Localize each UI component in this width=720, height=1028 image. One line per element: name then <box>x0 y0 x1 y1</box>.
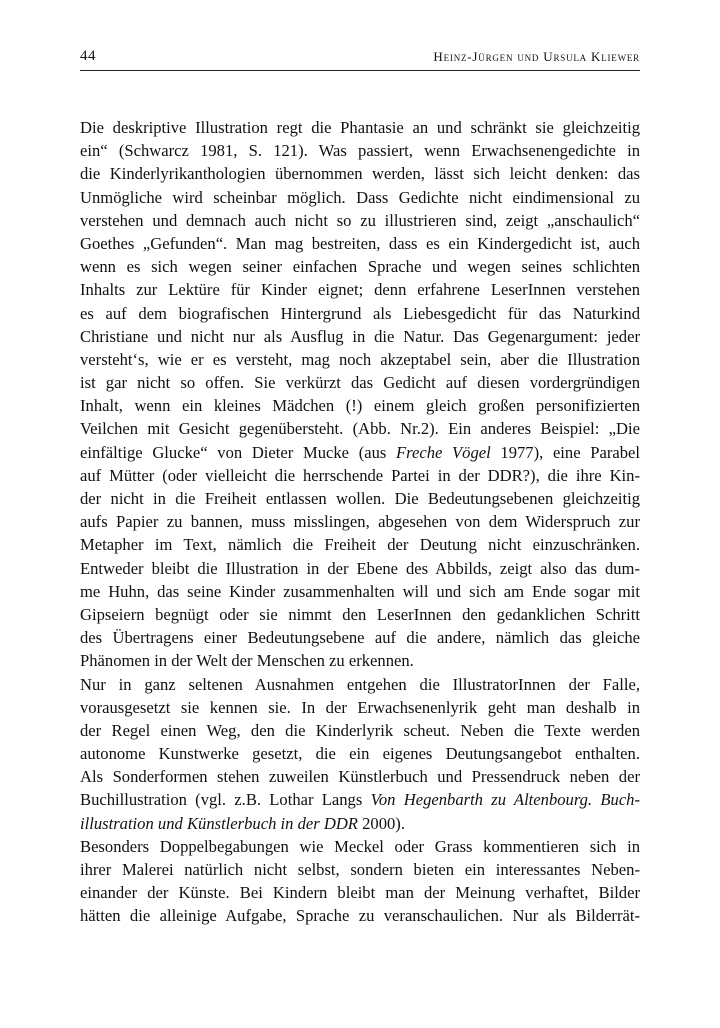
text-line <box>80 788 640 811</box>
text-line <box>80 232 640 255</box>
italic-title: Von Hegenbarth zu Altenbourg. Buch- <box>370 790 640 810</box>
italic-title: illustration und Künstlerbuch in der DDR <box>80 813 358 833</box>
text-line <box>80 765 640 788</box>
page-header <box>80 48 640 71</box>
text-line <box>80 464 640 487</box>
text-segment: Die deskriptive Illustration regt die Phantasie an und schränkt sie gleichzeitig <box>80 118 640 137</box>
text-segment: versteht‘s, wie er es versteht, mag noch akzeptabel sein, aber die Illustration <box>80 349 640 369</box>
text-line <box>80 904 640 927</box>
text-line <box>80 649 640 672</box>
text-segment: es auf dem biografischen Hintergrund als Liebesgedicht für das Naturkind <box>80 303 640 323</box>
text-segment: Als Sonderformen stehen zuweilen Künstlerbuch und Pressendruck neben der <box>80 767 640 787</box>
text-segment: Inhalts zur Lektüre für Kinder eignet; denn erfahrene LeserInnen verstehen <box>80 280 640 300</box>
text-line <box>80 835 640 858</box>
text-line <box>80 302 640 325</box>
text-line <box>80 673 640 696</box>
text-segment: des Übertragens einer Bedeutungsebene auf die andere, nämlich das gleiche <box>80 628 640 648</box>
text-line <box>80 858 640 881</box>
text-line <box>80 139 640 162</box>
text-segment: ihrer Malerei natürlich nicht selbst, sondern bieten ein interessantes Neben- <box>80 860 640 879</box>
text-segment: Unmögliche wird scheinbar möglich. Dass Gedichte nicht eindimensional zu <box>80 187 640 207</box>
text-segment: Christiane und nicht nur als Ausflug in die Natur. Das Gegenargument: jeder <box>80 326 640 346</box>
text-line <box>80 441 640 464</box>
italic-title: Freche Vögel <box>396 442 491 462</box>
text-line <box>80 881 640 904</box>
text-line <box>80 394 640 417</box>
text-segment: vorausgesetzt sie kennen sie. In der Erwachsenenlyrik geht man deshalb in <box>80 697 640 717</box>
text-line <box>80 348 640 371</box>
text-segment: 2000). <box>357 813 405 833</box>
text-segment: ist gar nicht so offen. Sie verkürzt das Gedicht auf diesen vordergründigen <box>80 373 640 393</box>
text-segment: Goethes „Gefunden“. Man mag bestreiten, dass es ein Kindergedicht ist, auch <box>80 233 640 253</box>
text-line <box>80 533 640 556</box>
text-segment: Veilchen mit Gesicht gegenübersteht. (Abb. Nr.2). Ein anderes Beispiel: „Die <box>80 419 640 439</box>
text-line <box>80 116 640 139</box>
text-segment: Buchillustration (vgl. z.B. Lothar Langs <box>80 790 371 810</box>
text-segment: auf Mütter (oder vielleicht die herrschende Partei in der DDR?), die ihre Kin- <box>80 465 640 485</box>
text-line <box>80 742 640 765</box>
text-segment: Gipseiern begnügt oder sie nimmt den LeserInnen den gedanklichen Schritt <box>80 604 640 624</box>
text-segment: aufs Papier zu bannen, muss misslingen, abgesehen von dem Widerspruch zur <box>80 512 640 532</box>
text-line <box>80 371 640 394</box>
text-line <box>80 487 640 510</box>
text-line <box>80 209 640 232</box>
text-line <box>80 719 640 742</box>
text-segment: einfältige Glucke“ von Dieter Mucke (aus <box>80 442 396 462</box>
text-line <box>80 557 640 580</box>
text-segment: die Kinderlyrikanthologien übernommen werden, lässt sich leicht denken: das <box>80 164 640 184</box>
text-line <box>80 325 640 348</box>
text-line <box>80 603 640 626</box>
body-text <box>80 116 640 928</box>
text-segment: Metapher im Text, nämlich die Freiheit der Deutung nicht einzuschränken. <box>80 535 640 555</box>
text-line <box>80 186 640 209</box>
text-segment: Inhalt, wenn ein kleines Mädchen (!) einem gleich großen personifizierten <box>80 396 640 416</box>
text-segment: 1977), eine Parabel <box>490 442 640 462</box>
text-segment: Phänomen in der Welt der Menschen zu erkennen. <box>80 651 414 671</box>
text-line <box>80 162 640 185</box>
text-segment: me Huhn, das seine Kinder zusammenhalten will und sich am Ende sogar mit <box>80 581 640 601</box>
text-line <box>80 580 640 603</box>
text-segment: hätten die alleinige Aufgabe, Sprache zu veranschaulichen. Nur als Bilderrät- <box>80 906 640 926</box>
text-segment: Entweder bleibt die Illustration in der Ebene des Abbilds, zeigt also das dum- <box>80 558 640 578</box>
text-line <box>80 278 640 301</box>
text-segment: verstehen und demnach auch nicht so zu illustrieren sind, zeigt „anschaulich“ <box>80 210 640 230</box>
running-head: Heinz-Jürgen und Ursula Kliewer <box>433 49 640 64</box>
text-segment: Besonders Doppelbegabungen wie Meckel oder Grass kommentieren sich in <box>80 836 640 856</box>
text-line <box>80 812 640 835</box>
text-segment: der Regel einen Weg, den die Kinderlyrik scheut. Neben die Texte werden <box>80 720 640 740</box>
text-line <box>80 626 640 649</box>
text-line <box>80 417 640 440</box>
text-segment: autonome Kunstwerke gesetzt, die ein eigenes Deutungsangebot enthalten. <box>80 744 640 764</box>
text-segment: einander der Künste. Bei Kindern bleibt man der Meinung verhaftet, Bilder <box>80 883 640 903</box>
page-number: 44 <box>80 48 96 64</box>
text-segment: Nur in ganz seltenen Ausnahmen entgehen die IllustratorInnen der Falle, <box>80 674 640 694</box>
text-line <box>80 510 640 533</box>
text-line <box>80 696 640 719</box>
text-line <box>80 255 640 278</box>
text-segment: wenn es sich wegen seiner einfachen Sprache und wegen seines schlichten <box>80 257 640 277</box>
text-segment: ein“ (Schwarcz 1981, S. 121). Was passiert, wenn Erwachsenengedichte in <box>80 141 640 161</box>
text-segment: der nicht in die Freiheit entlassen wollen. Die Bedeutungsebenen gleichzeitig <box>80 489 640 508</box>
